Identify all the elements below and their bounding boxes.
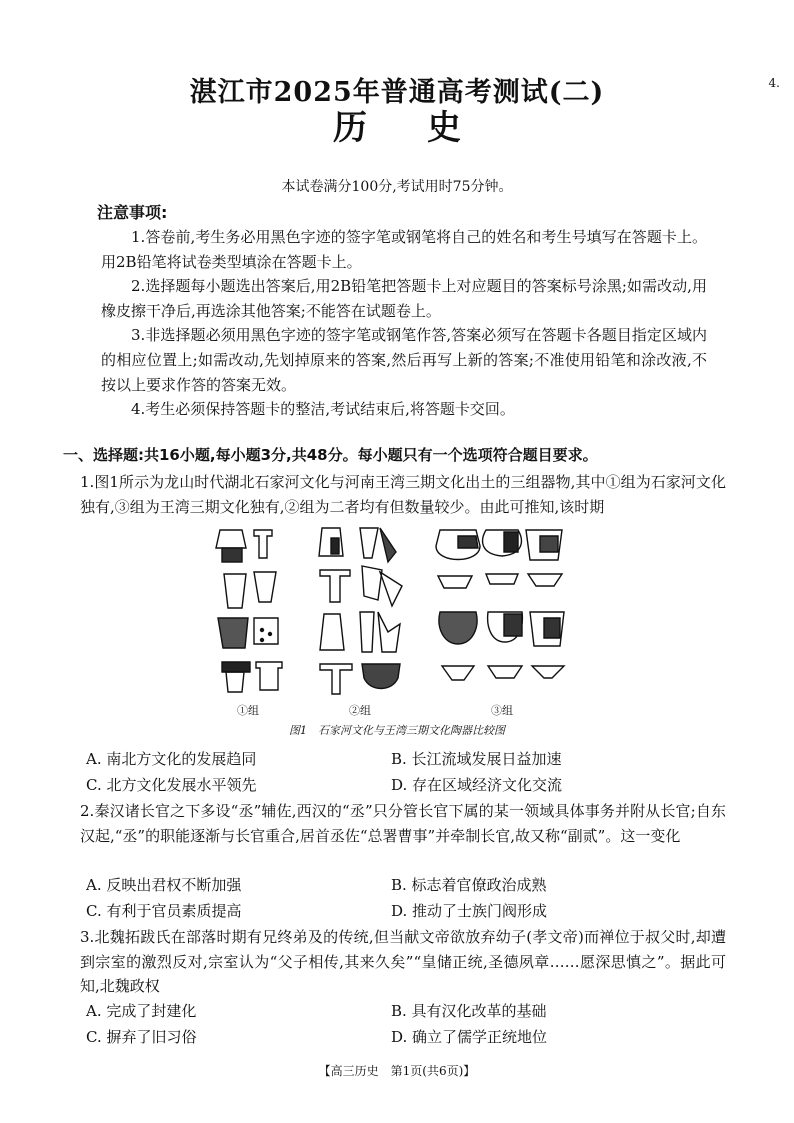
option-c[interactable]: C. 北方文化发展水平领先 <box>86 775 257 794</box>
option-c[interactable]: C. 摒弃了旧习俗 <box>86 1027 197 1046</box>
notice-item: 3.非选择题必须用黑色字迹的签字笔或钢笔作答,答案必须写在答题卡各题目指定区域内的相应位置上;如需改动,先划掉原来的答案,然后再写上新的答案;不准使用铅笔和涂改液,不按以上要求作答的答案无效。 <box>101 326 707 394</box>
notice-item: 1.答卷前,考生务必用黑色字迹的签字笔或钢笔将自己的姓名和考生号填写在答题卡上。用2B铅笔将试卷类型填涂在答题卡上。 <box>101 228 707 271</box>
question-stem: 2.秦汉诸长官之下多设“丞”辅佐,西汉的“丞”只分管长官下属的某一领域具体事务并附从长官;自东汉起,“丞”的职能逐渐与长官重合,居首丞佐“总署曹事”并牵制长官,故又称“副贰”。这一变化 <box>80 802 726 845</box>
pottery-comparison-figure <box>210 522 600 722</box>
option-d[interactable]: D. 确立了儒学正统地位 <box>391 1027 548 1046</box>
section-heading: 一、选择题:共16小题,每小题3分,共48分。每小题只有一个选项符合题目要求。 <box>63 446 598 464</box>
question-1-options <box>86 745 696 797</box>
pottery-group-2 <box>319 528 402 694</box>
option-a[interactable]: A. 南北方文化的发展趋同 <box>86 749 257 768</box>
exam-title: 湛江市2025年普通高考测试(二) <box>189 77 605 108</box>
notice-item: 4.考生必须保持答题卡的整洁,考试结束后,将答题卡交回。 <box>131 400 515 419</box>
group-label: ③组 <box>491 704 513 717</box>
page-footer: 【高三历史 第1页(共6页)】 <box>318 1064 476 1078</box>
option-c[interactable]: C. 有利于官员素质提高 <box>86 901 242 920</box>
subject-char: 史 <box>427 108 461 148</box>
pottery-group-3 <box>436 530 564 680</box>
question-stem: 1.图1所示为龙山时代湖北石家河文化与河南王湾三期文化出土的三组器物,其中①组为石家河文化独有,③组为王湾三期文化独有,②组为二者均有但数量较少。由此可推知,该时期 <box>80 473 726 516</box>
pottery-group-1 <box>216 530 282 692</box>
question-3 <box>66 925 726 999</box>
option-a[interactable]: A. 反映出君权不断加强 <box>86 875 242 894</box>
option-b[interactable]: B. 标志着官僚政治成熟 <box>391 875 547 894</box>
group-label: ①组 <box>237 704 259 717</box>
exam-info: 本试卷满分100分,考试用时75分钟。 <box>281 179 513 195</box>
question-1 <box>66 470 726 519</box>
question-3-options <box>86 997 696 1049</box>
corner-mark: 4. <box>768 76 780 90</box>
question-stem: 3.北魏拓跋氏在部落时期有兄终弟及的传统,但当献文帝欲放弃幼子(孝文帝)而禅位于叔父时,却遭到宗室的激烈反对,宗室认为“父子相传,其来久矣”“皇储正统,圣德夙章……愿深思慎之”。据此可知,北魏政权 <box>80 928 726 996</box>
option-b[interactable]: B. 具有汉化改革的基础 <box>391 1001 547 1020</box>
group-label: ②组 <box>349 704 371 717</box>
question-2 <box>66 799 726 848</box>
figure-caption: 图1 石家河文化与王湾三期文化陶器比较图 <box>289 724 505 737</box>
option-a[interactable]: A. 完成了封建化 <box>86 1001 197 1020</box>
notice-item: 2.选择题每小题选出答案后,用2B铅笔把答题卡上对应题目的答案标号涂黑;如需改动,用橡皮擦干净后,再选涂其他答案;不能答在试题卷上。 <box>101 277 707 320</box>
option-b[interactable]: B. 长江流域发展日益加速 <box>391 749 562 768</box>
subject-char: 历 <box>333 108 367 148</box>
option-d[interactable]: D. 存在区域经济文化交流 <box>391 775 563 794</box>
notices-heading: 注意事项: <box>97 203 168 222</box>
notices-list <box>101 225 707 422</box>
question-2-options <box>86 871 696 923</box>
subject-title <box>0 100 794 149</box>
option-d[interactable]: D. 推动了士族门阀形成 <box>391 901 548 920</box>
